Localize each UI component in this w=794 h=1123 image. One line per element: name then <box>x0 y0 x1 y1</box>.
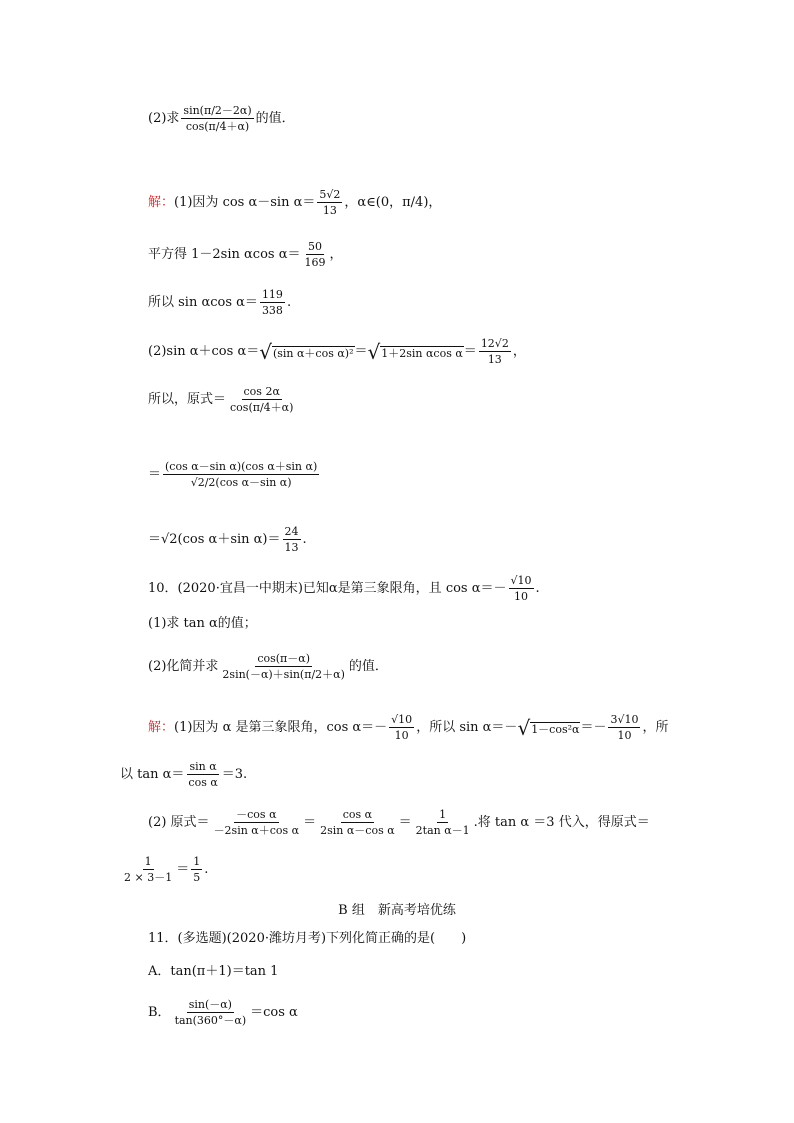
radicand: 1＋2sin αcos α <box>381 346 463 360</box>
sqrt-sign: √ <box>517 715 531 740</box>
frac-numerator: sin α <box>189 760 217 773</box>
sol10-text: ，所 <box>642 719 669 735</box>
q2-suffix: 的值． <box>255 110 295 126</box>
sol9-frac3 <box>260 288 285 317</box>
frac-numerator: －cos α <box>236 808 277 821</box>
sol10-text: 以 tan α＝ <box>120 766 185 782</box>
sol9-line2 <box>148 240 343 269</box>
sol10-text: ＝－ <box>580 719 607 735</box>
sqrt-sign: √ <box>259 339 272 364</box>
frac-numerator: cos α <box>342 808 373 821</box>
sol10-line1 <box>148 713 669 742</box>
q2-denominator: cos(π/4＋α) <box>185 120 250 133</box>
sol9-text: ， <box>329 246 343 262</box>
q10-part2 <box>148 652 388 681</box>
sol9-text: ＝√2(cos α＋sin α)＝ <box>148 531 281 547</box>
frac-denominator: 10 <box>514 590 529 603</box>
sol9-text: ， <box>512 343 526 359</box>
radicand: (sin α＋cos α)² <box>272 346 354 360</box>
q10-part1-text: (1)求 tan α的值； <box>148 616 257 631</box>
sol9-text: . <box>302 531 307 547</box>
frac-denominator: 13 <box>322 204 337 217</box>
frac-denominator: √2/2(cos α－sin α) <box>190 476 292 489</box>
frac-numerator: √10 <box>391 713 413 726</box>
q11-stem <box>148 931 466 947</box>
sol9-text: 所以，原式＝ <box>148 391 227 407</box>
frac-denominator: cos α <box>188 776 218 789</box>
frac-numerator: (cos α－sin α)(cos α＋sin α) <box>165 460 318 473</box>
sol9-frac1 <box>317 188 342 217</box>
frac-numerator: 1 <box>439 808 447 821</box>
frac-numerator: 1 <box>193 855 201 868</box>
sol9-frac6 <box>163 460 319 489</box>
q10-frac <box>509 574 534 603</box>
q10-text: . <box>535 580 540 596</box>
q2-fraction <box>181 104 253 133</box>
sol9-text: (1)因为 cos α－sin α＝ <box>174 194 316 210</box>
sol9-line3 <box>148 288 291 317</box>
frac-numerator: 119 <box>261 288 283 301</box>
solution-label: 解： <box>148 719 175 735</box>
q11-option-b <box>148 998 298 1027</box>
frac-denominator: 2sin α－cos α <box>320 824 395 837</box>
option-b-text: ＝cos α <box>250 1004 298 1020</box>
frac-numerator: 1 <box>144 855 152 868</box>
frac-denominator: 338 <box>261 304 283 317</box>
q11-option-a <box>148 964 278 980</box>
frac-denominator: 2 × 3－1 <box>124 871 173 884</box>
option-b-label: B． <box>148 1004 171 1020</box>
sol9-line6: ＝ $\frac{\text{(cos α－sin α)(cos α＋sin α)}}{\text{√2/2(cos α－sin α)}}$ <box>148 460 318 489</box>
sol10-text: (2) 原式＝ <box>148 814 210 830</box>
sol10-text: ＝ <box>176 861 190 877</box>
sqrt-expression <box>367 339 464 364</box>
frac-numerator: cos(π－α) <box>257 652 310 665</box>
option-a-text: A．tan(π＋1)＝tan 1 <box>148 964 279 979</box>
sol10-frac4 <box>212 808 302 837</box>
section-b-heading: B 组 新高考培优练 <box>338 903 456 918</box>
q10-text: (2)化简并求 <box>148 658 219 674</box>
sol9-text: . <box>286 294 292 310</box>
sol10-frac8 <box>191 855 202 884</box>
frac-numerator: √10 <box>510 574 532 587</box>
sol10-line4 <box>120 855 208 884</box>
frac-numerator: 5√2 <box>319 188 341 201</box>
frac-numerator: 50 <box>307 240 322 253</box>
sol9-text: ＝ <box>354 343 368 359</box>
sol9-line4: (2)sin α＋cos α＝ √ (sin α＋cos α)² ＝ √ 1＋2sin αcos α ＝ $\frac{12√2}{13}$ ， <box>148 337 526 366</box>
sol9-line5 <box>148 385 297 414</box>
frac-denominator: 10 <box>394 729 409 742</box>
sol10-line2 <box>120 760 247 789</box>
sol10-text: ，所以 sin α＝－ <box>416 719 518 735</box>
sol10-frac7 <box>122 855 174 884</box>
q10-part2-frac <box>220 652 346 681</box>
frac-denominator: tan(360°－α) <box>174 1014 247 1027</box>
option-b-frac <box>173 998 249 1027</box>
sol10-text: . <box>204 861 209 877</box>
frac-denominator: －2sin α＋cos α <box>213 824 300 837</box>
sol10-text: ＝ <box>303 814 317 830</box>
sqrt-sign: √ <box>367 339 381 364</box>
sol9-line1 <box>148 188 441 217</box>
sol9-frac5 <box>228 385 295 414</box>
frac-denominator: 5 <box>193 871 201 884</box>
solution-label: 解： <box>148 194 175 210</box>
q10-part1 <box>148 616 257 632</box>
frac-denominator: 2tan α－1 <box>415 824 470 837</box>
sol10-text: (1)因为 α 是第三象限角，cos α＝－ <box>174 719 388 735</box>
sol10-frac2 <box>608 713 640 742</box>
sol9-frac2 <box>302 240 327 269</box>
sol10-text: .将 tan α ＝3 代入，得原式＝ <box>473 814 650 830</box>
sol10-frac6 <box>414 808 472 837</box>
sol10-frac3 <box>186 760 219 789</box>
q9-part2 <box>148 104 295 133</box>
frac-numerator: 3√10 <box>610 713 639 726</box>
sol10-text: ＝3. <box>221 766 248 782</box>
frac-denominator: 13 <box>487 353 502 366</box>
frac-numerator: 24 <box>284 525 299 538</box>
frac-numerator: cos 2α <box>243 385 280 398</box>
frac-denominator: 13 <box>284 541 299 554</box>
sol9-condition: ，α∈(0，π/4)， <box>344 194 442 210</box>
q10-text: 10．(2020·宜昌一中期末)已知α是第三象限角，且 cos α＝－ <box>148 580 507 596</box>
sol9-text: (2)sin α＋cos α＝ <box>148 343 260 359</box>
sol10-frac5 <box>318 808 397 837</box>
sqrt-expression <box>259 339 354 364</box>
sol9-text: 所以 sin αcos α＝ <box>148 294 258 310</box>
q2-prefix: (2)求 <box>148 110 180 126</box>
radicand: 1－cos²α <box>531 722 580 736</box>
q2-numerator: sin(π/2－2α) <box>183 104 252 117</box>
sol9-frac7 <box>283 525 301 554</box>
frac-denominator: 169 <box>304 256 326 269</box>
sqrt-expression <box>517 715 580 740</box>
frac-numerator: 12√2 <box>480 337 509 350</box>
sol9-frac4 <box>479 337 511 366</box>
q10-stem <box>148 574 540 603</box>
sol10-line3: (2) 原式＝ $\frac{\text{－cos α}}{\text{－2sin α＋cos α}}$ ＝ $\frac{\text{cos α}}{\text{2sin α－cos α}}$ ＝ $\frac{1}{\text{2tan α－1}}$ .将 tan α ＝3 代入，得原式＝ <box>148 808 650 837</box>
q10-text: 的值． <box>348 658 388 674</box>
frac-denominator: 10 <box>617 729 632 742</box>
sol9-text: 平方得 1－2sin αcos α＝ <box>148 246 301 262</box>
frac-denominator: cos(π/4＋α) <box>230 401 294 414</box>
sol10-frac1 <box>389 713 414 742</box>
frac-numerator: sin(－α) <box>188 998 232 1011</box>
q11-text: 11．(多选题)(2020·潍坊月考)下列化简正确的是( ) <box>148 931 467 946</box>
sol9-line7 <box>148 525 307 554</box>
frac-denominator: 2sin(－α)＋sin(π/2＋α) <box>222 668 345 681</box>
